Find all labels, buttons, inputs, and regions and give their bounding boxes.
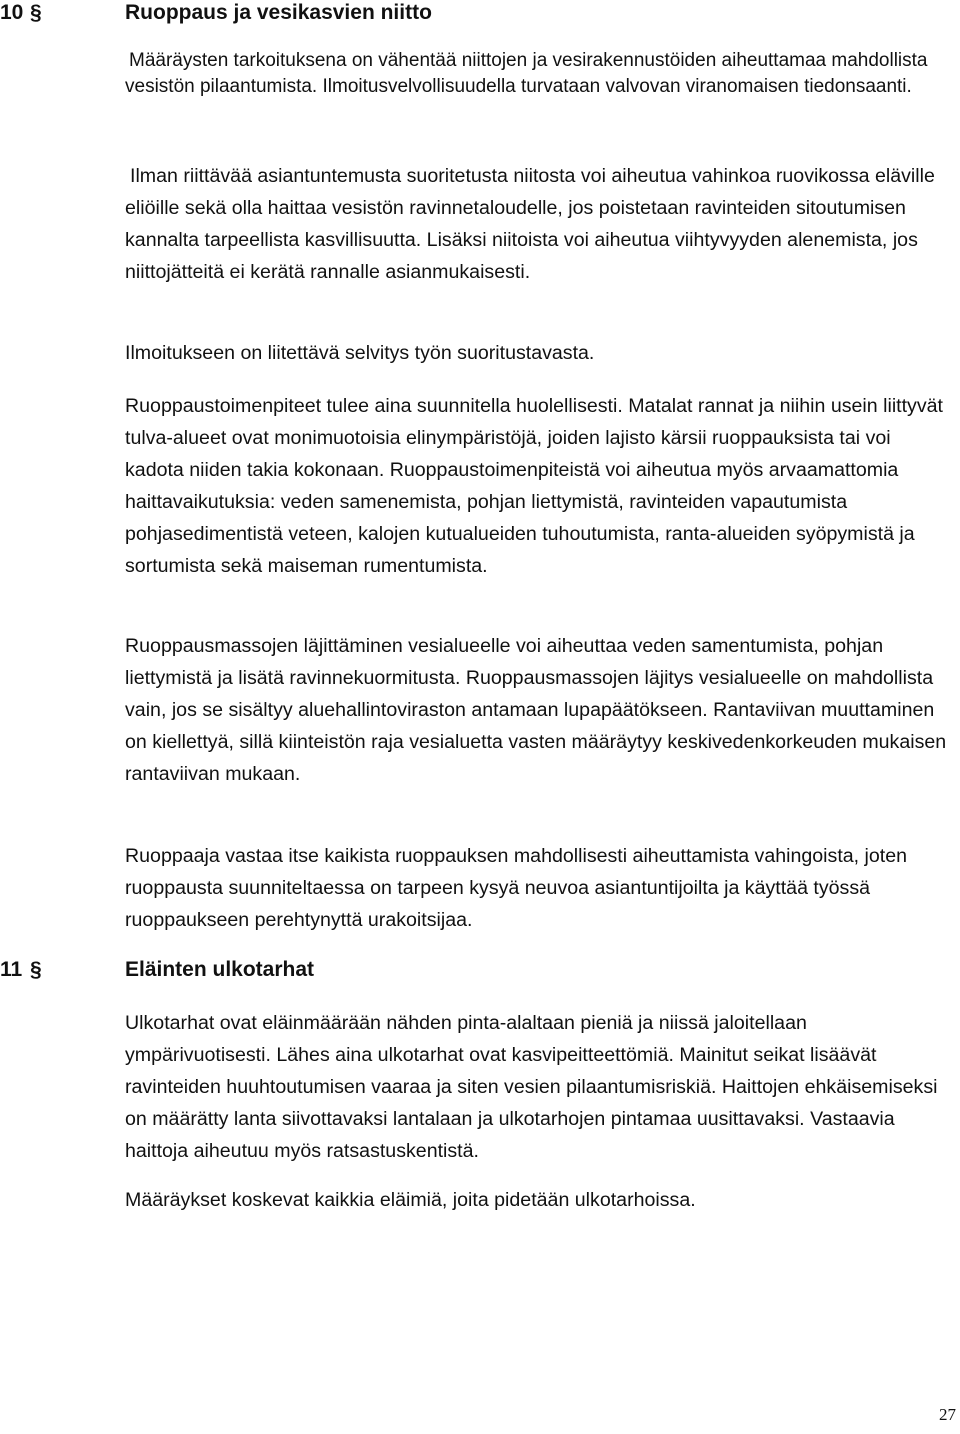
section-number: 10 [0,1,24,24]
paragraph: Ulkotarhat ovat eläinmäärään nähden pinta-alaltaan pieniä ja niissä jaloitellaan ympärivuotisesti. Lähes aina ulkotarhat ovat kasvipeitteettömiä. Mainitut seikat lisäävät ravinteiden huuhtoutumisen vaaraa ja siten vesien pilaantumisriskiä. Haittojen ehkäisemiseksi on määrätty lanta siivottavaksi lantalaan ja ulkotarhojen pintamaa uusittavaksi. Vastaavia haittoja aiheutuu myös ratsastuskentistä. [125,1012,938,1162]
section-11-heading [0,957,314,983]
paragraph: Määräykset koskevat kaikkia eläimiä, joita pidetään ulkotarhoissa. [125,1189,696,1211]
section-number: 11 [0,958,23,981]
paragraph: Määräysten tarkoituksena on vähentää niittojen ja vesirakennustöiden aiheuttamaa mahdollista vesistön pilaantumista. Ilmoitusvelvollisuudella turvataan valvovan viranomaisen tiedonsaanti. [125,50,928,97]
section-symbol: § [30,1,42,24]
paragraph: Ilman riittävää asiantuntemusta suoritetusta niitosta voi aiheutua vahinkoa ruovikossa eläville eliöille sekä olla haittaa vesistön ravinnetaloudelle, jos poistetaan ravinteiden sitoutumisen kannalta tarpeellista kasvillisuutta. Lisäksi niitoista voi aiheutua viihtyvyyden alenemista, jos niittojätteitä ei kerätä rannalle asianmukaisesti. [125,165,935,283]
section-title: Ruoppaus ja vesikasvien niitto [125,1,432,24]
paragraph: Ruoppaaja vastaa itse kaikista ruoppauksen mahdollisesti aiheuttamista vahingoista, joten ruoppausta suunniteltaessa on tarpeen kysyä neuvoa asiantuntijoilta ja käyttää työssä ruoppaukseen perehtynyttä urakoitsijaa. [125,845,908,931]
page-number: 27 [939,1405,956,1424]
section-title: Eläinten ulkotarhat [125,958,315,981]
section-symbol: § [30,958,42,981]
paragraph: Ruoppausmassojen läjittäminen vesialueelle voi aiheuttaa veden samentumista, pohjan liettymistä ja lisätä ravinnekuormitusta. Ruoppausmassojen läjitys vesialueelle on mahdollista vain, jos se sisältyy aluehallintoviraston antamaan lupapäätökseen. Rantaviivan muuttaminen on kiellettyä, sillä kiinteistön raja vesialuetta vasten määräytyy keskivedenkorkeuden mukaisen rantaviivan mukaan. [125,635,947,785]
section-10-heading [0,0,432,26]
paragraph: Ruoppaustoimenpiteet tulee aina suunnitella huolellisesti. Matalat rannat ja niihin usein liittyvät tulva-alueet ovat monimuotoisia elinympäristöjä, joiden lajisto kärsii ruoppauksista tai voi kadota niiden takia kokonaan. Ruoppaustoimenpiteistä voi aiheutua myös arvaamattomia haittavaikutuksia: veden samenemista, pohjan liettymistä, ravinteiden vapautumista pohjasedimentistä veteen, kalojen kutualueiden tuhoutumista, ranta-alueiden syöpymistä ja sortumista sekä maiseman rumentumista. [125,395,943,577]
paragraph: Ilmoitukseen on liitettävä selvitys työn suoritustavasta. [125,342,595,364]
